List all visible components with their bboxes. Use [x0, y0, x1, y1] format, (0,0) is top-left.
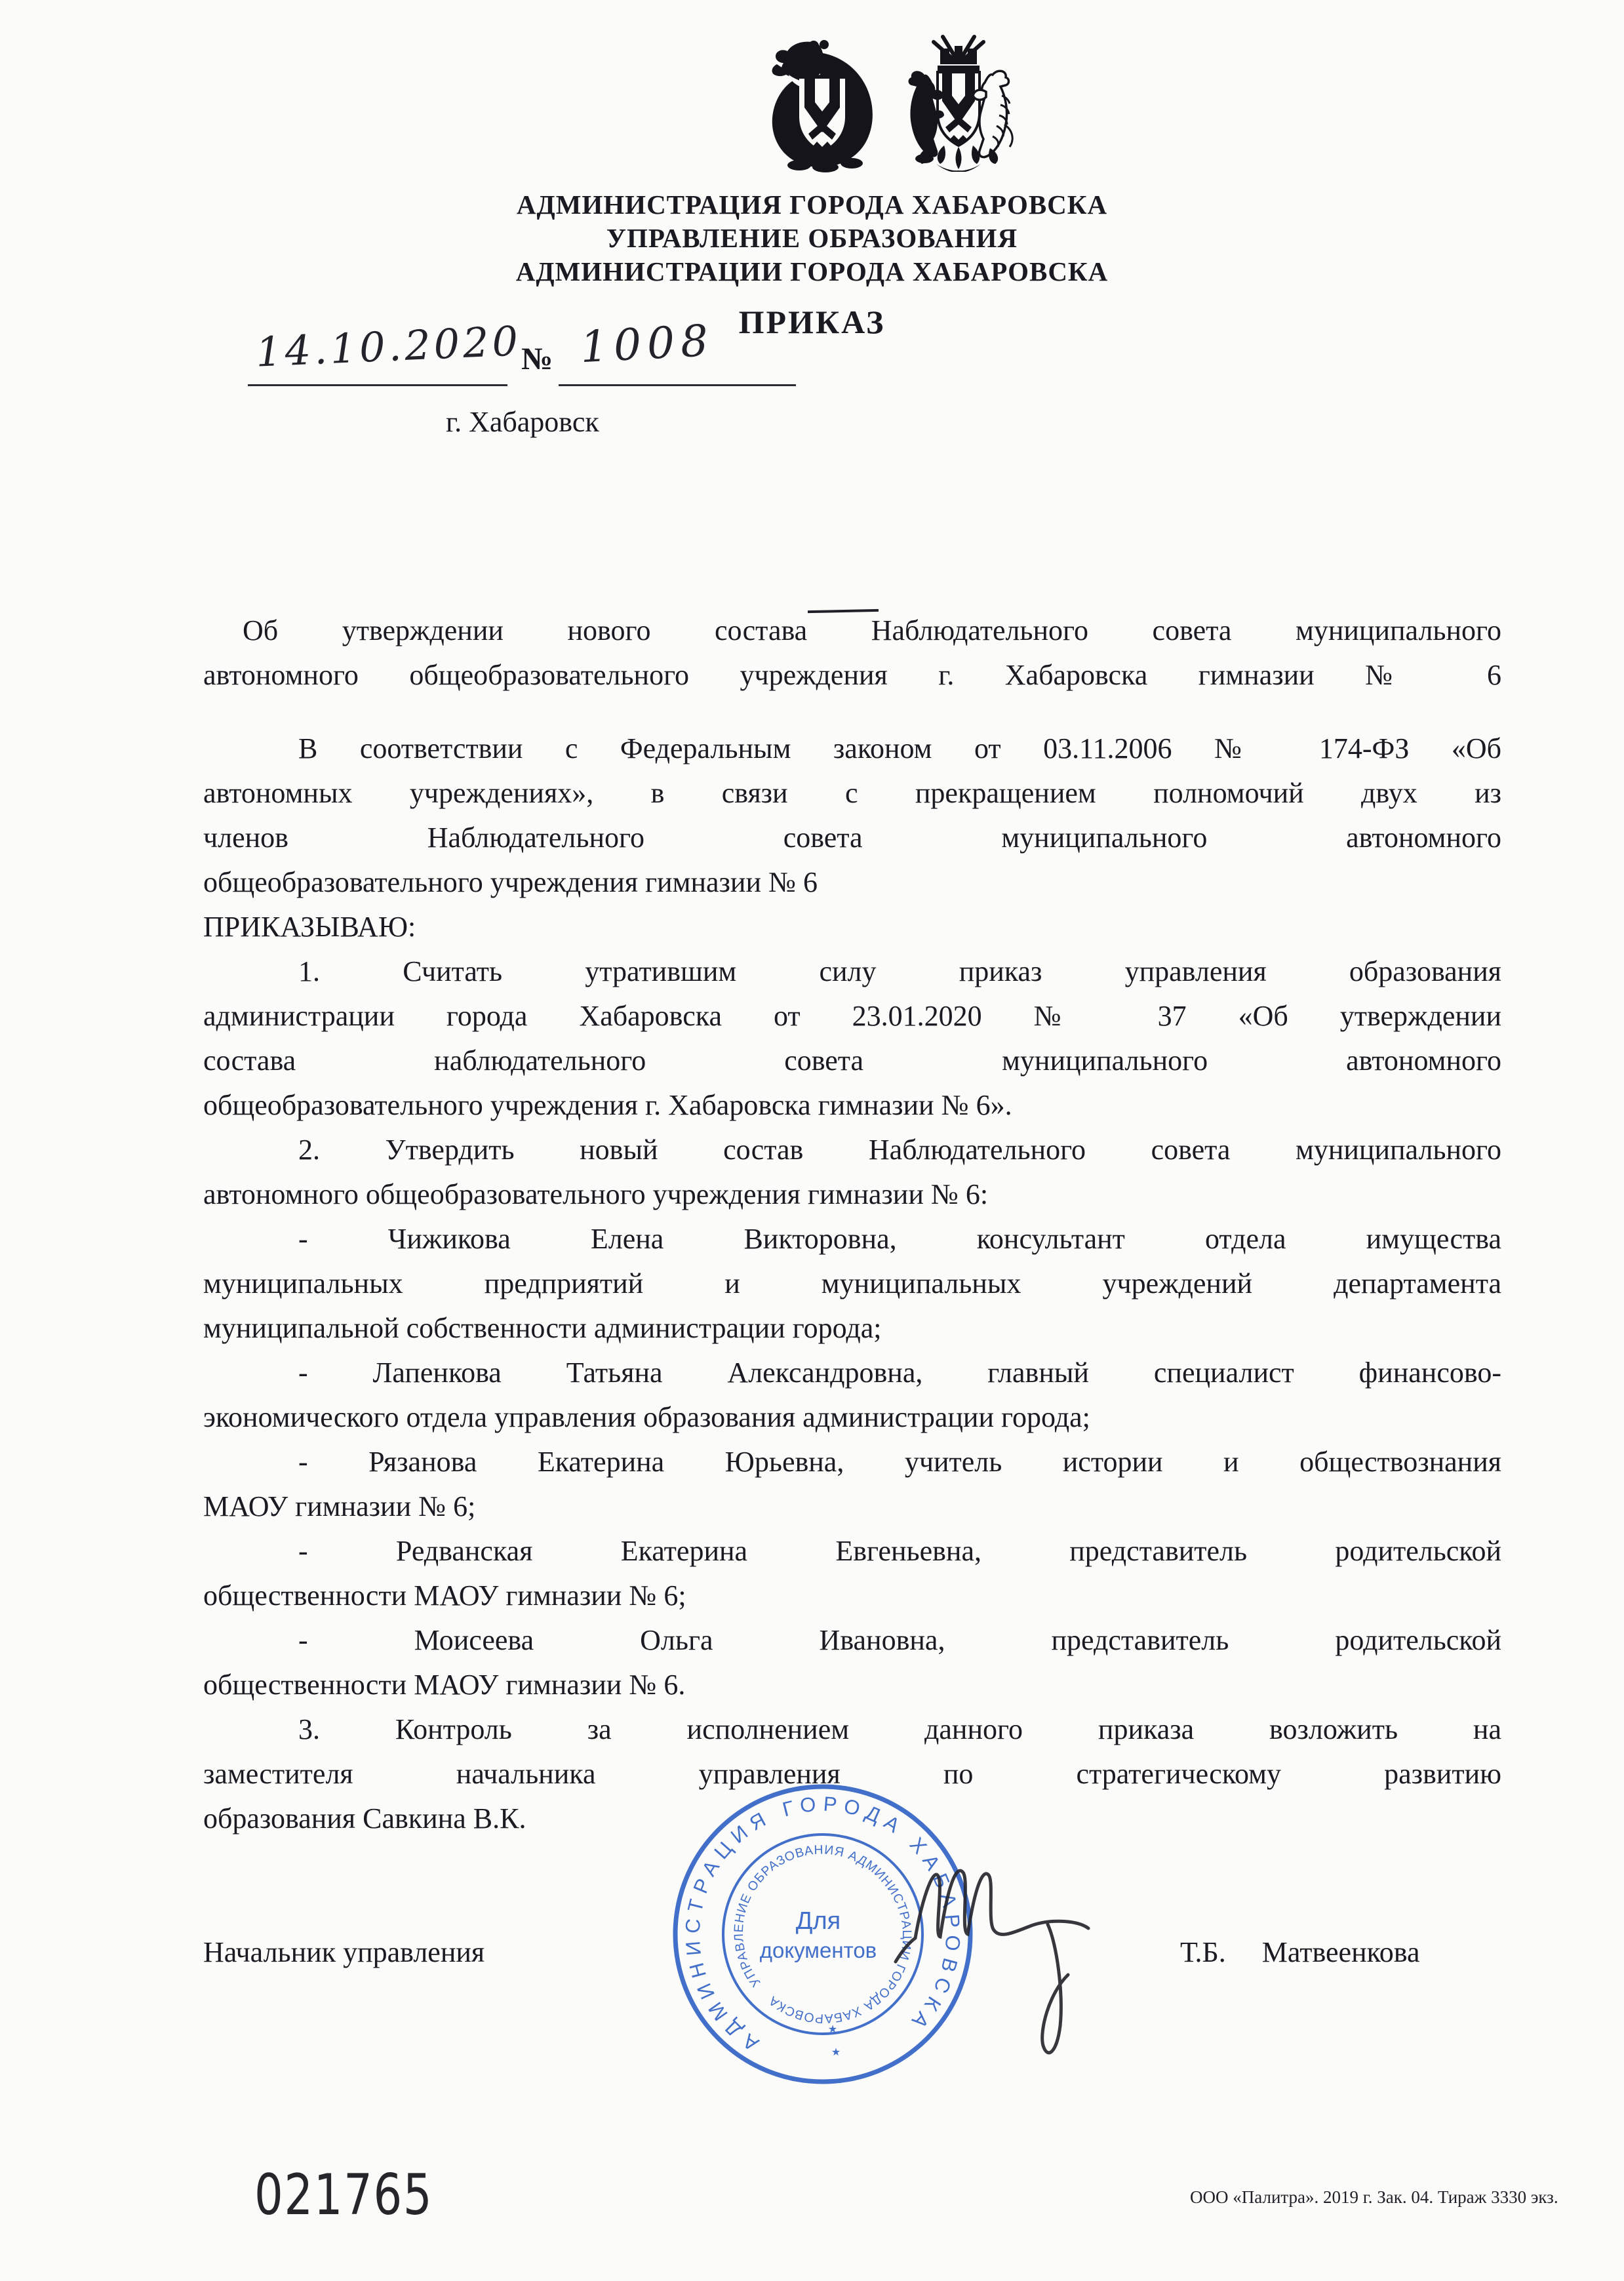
- body-line: муниципальных предприятий и муниципальных учреждений департамента: [203, 1267, 1501, 1299]
- body-line: - Лапенкова Татьяна Александровна, главный специалист финансово-: [298, 1357, 1501, 1389]
- stamp-star-icon: ★: [831, 2047, 841, 2058]
- stamp-star-icon: ★: [827, 2024, 838, 2035]
- subject-line: автономного общеобразовательного учреждения г. Хабаровска гимназии № 6: [203, 659, 1501, 691]
- body-line: автономного общеобразовательного учреждения гимназии № 6:: [203, 1178, 989, 1210]
- subject-line: Об утверждении нового состава Наблюдательного совета муниципального: [243, 614, 1501, 646]
- form-serial-number: 021765: [254, 2162, 433, 2228]
- handwritten-signature: [872, 1803, 1154, 2085]
- body-line: - Редванская Екатерина Евгеньевна, представитель родительской: [298, 1535, 1501, 1567]
- number-sign-label: №: [521, 342, 553, 376]
- body-line: автономных учреждениях», в связи с прекращением полномочий двух из: [203, 777, 1501, 809]
- org-name-line2: УПРАВЛЕНИЕ ОБРАЗОВАНИЯ: [606, 223, 1018, 253]
- signer-initials: Т.Б.: [1180, 1936, 1226, 1968]
- khabarovsk-city-coat-of-arms-icon: [902, 33, 1015, 172]
- khabarovsk-krai-coat-of-arms-icon: [762, 38, 879, 172]
- stamp-outer-ring-text: АДМИНИСТРАЦИЯ ГОРОДА ХАБАРОВСКА: [681, 1792, 965, 2056]
- body-line: общественности МАОУ гимназии № 6.: [203, 1669, 686, 1701]
- signer-surname: Матвеенкова: [1261, 1936, 1420, 1968]
- org-name-line3: АДМИНИСТРАЦИИ ГОРОДА ХАБАРОВСКА: [515, 256, 1109, 287]
- signer-name: [1180, 1935, 1419, 1969]
- body-line: заместителя начальника управления по стратегическому развитию: [203, 1758, 1501, 1790]
- body-line: МАОУ гимназии № 6;: [203, 1490, 476, 1522]
- signer-position: Начальник управления: [203, 1936, 485, 1968]
- body-line: общеобразовательного учреждения г. Хабаровска гимназии № 6».: [203, 1089, 1012, 1121]
- body-line: образования Савкина В.К.: [203, 1802, 526, 1835]
- body-line: 1. Считать утратившим силу приказ управления образования: [298, 955, 1501, 987]
- body-line: членов Наблюдательного совета муниципального автономного: [203, 822, 1501, 854]
- place-line: г. Хабаровск: [446, 406, 599, 438]
- body-line: - Моисеева Ольга Ивановна, представитель родительской: [298, 1624, 1501, 1656]
- stamp-center-line1: Для: [795, 1907, 841, 1935]
- subject-block: [203, 608, 1501, 698]
- body-line: 2. Утвердить новый состав Наблюдательного совета муниципального: [298, 1134, 1501, 1166]
- handwritten-number: 1008: [579, 315, 715, 373]
- body-line: состава наблюдательного совета муниципального автономного: [203, 1044, 1501, 1077]
- date-underline: [248, 384, 507, 386]
- document-type-title: ПРИКАЗ: [738, 304, 886, 340]
- body-line: 3. Контроль за исполнением данного приказа возложить на: [298, 1713, 1501, 1745]
- org-name-line1: АДМИНИСТРАЦИЯ ГОРОДА ХАБАРОВСКА: [516, 189, 1108, 220]
- body-line: администрации города Хабаровска от 23.01.2020 № 37 «Об утверждении: [203, 1000, 1501, 1032]
- body-line: экономического отдела управления образования администрации города;: [203, 1401, 1090, 1433]
- printing-house-imprint: ООО «Палитра». 2019 г. Зак. 04. Тираж 3330 экз.: [1190, 2187, 1558, 2207]
- body-line: - Рязанова Екатерина Юрьевна, учитель истории и обществознания: [298, 1446, 1501, 1478]
- body-line: ПРИКАЗЫВАЮ:: [203, 911, 416, 943]
- body-line: общеобразовательного учреждения гимназии № 6: [203, 866, 818, 898]
- order-body: [203, 726, 1501, 1841]
- handwritten-date: 14.10.2020: [254, 317, 523, 376]
- number-underline: [559, 384, 796, 386]
- body-line: общественности МАОУ гимназии № 6;: [203, 1579, 686, 1612]
- body-line: - Чижикова Елена Викторовна, консультант отдела имущества: [298, 1223, 1501, 1255]
- body-line: В соответствии с Федеральным законом от 03.11.2006 № 174-ФЗ «Об: [298, 732, 1501, 764]
- stamp-inner-ring-text: УПРАВЛЕНИЕ ОБРАЗОВАНИЯ АДМИНИСТРАЦИИ ГОРОДА ХАБАРОВСКА: [731, 1842, 915, 2026]
- stamp-center-line2: документов: [759, 1938, 877, 1962]
- body-line: муниципальной собственности администрации города;: [203, 1312, 882, 1344]
